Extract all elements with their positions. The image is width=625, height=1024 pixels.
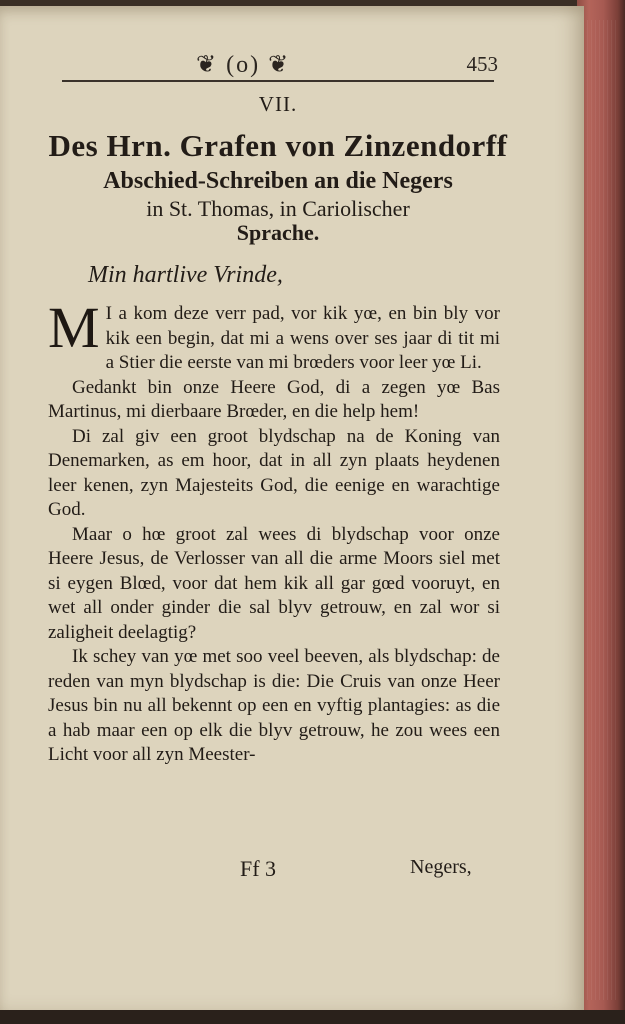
paragraph: Di zal giv een groot blydschap na de Koning van Denemarken, as em hoor, dat in all zyn plaats heydenen leer kenen, zyn Majesteits God, die eenige en warachtige God. [48,425,500,520]
book-page-edges [577,0,625,1024]
signature-mark: Ff 3 [240,856,277,881]
salutation: Min hartlive Vrinde, [88,262,283,288]
page-header [62,50,498,84]
paragraph: Ik schey van yœ met soo veel beeven, als blydschap: de reden van myn blydschap is die: Die Cruis van onze Heer Jesus bin nu all bekennt op een en vyftig plantagies: as die a hab maar een op elk die blyv getrouw, he zou wees een Licht voor all zyn Meester- [48,646,500,765]
title-line-1: Des Hrn. Grafen von Zinzendorff [48,128,508,163]
catchword: Negers, [410,856,472,878]
title-line-3: in St. Thomas, in Cariolischer [146,196,410,221]
title-line-2: Abschied-Schreiben an die Negers [103,168,453,194]
header-ornament: ❦ (o) ❦ [196,52,291,78]
body-text [48,295,500,768]
header-rule [62,80,494,82]
bottom-edge [0,1010,625,1024]
paragraph: M I a kom deze verr pad, vor kik yœ, en bin bly vor kik een begin, dat mi a wens over ses jaar di tit mi a Stier die eerste van mi brœders voor leer yœ Li. [48,295,500,373]
page-number: 453 [466,52,498,76]
title-line-4: Sprache. [236,220,320,245]
drop-cap: M [48,295,100,360]
paragraph: Maar o hœ groot zal wees di blydschap voor onze Heere Jesus, de Verlosser van all die arme Moors siel met si eygen Blœd, voor dat hem kik all gar gœd vooruyt, en wet all onder ginder die sal blyv getrouw, en zal wor si zaligheit deelagtig? [48,523,500,643]
paragraph: Gedankt bin onze Heere God, di a zegen yœ Bas Martinus, mi dierbaare Brœder, en die help hem! [48,376,500,422]
section-number: VII. [258,92,298,116]
